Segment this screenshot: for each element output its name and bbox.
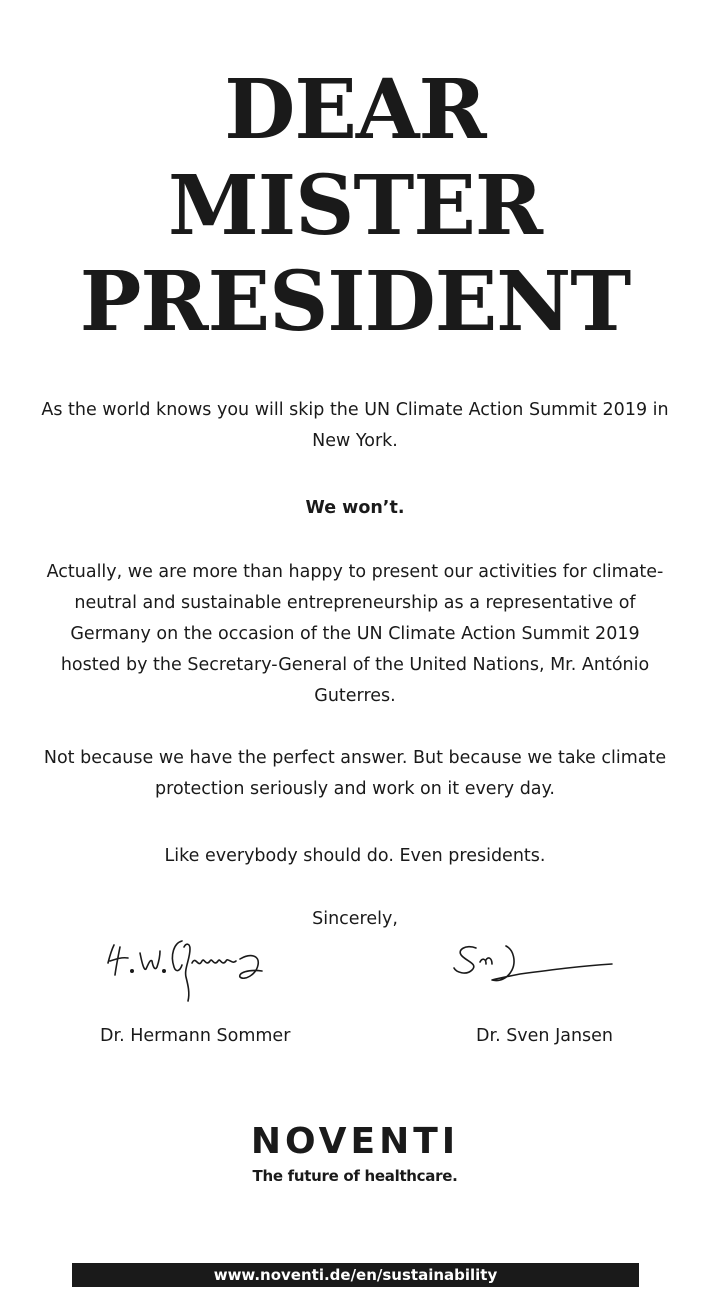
noventi-logo: NOVENTI — [250, 1121, 460, 1162]
headline — [0, 62, 710, 350]
reason-paragraph: Not because we have the perfect answer. But because we take climate protection seriously and work on it every day. — [43, 748, 667, 799]
intro-paragraph: As the world knows you will skip the UN Climate Action Summit 2019 in New York. — [41, 400, 669, 451]
headline-line-3: PRESIDENT — [79, 254, 631, 350]
closing-text: Sincerely, — [312, 909, 398, 929]
signatory-right-name: Dr. Sven Jansen — [476, 1026, 614, 1046]
signature-left-icon — [100, 925, 270, 1007]
signature-right-icon — [450, 940, 620, 990]
signatory-left-name: Dr. Hermann Sommer — [100, 1026, 291, 1046]
we-wont-statement: We won’t. — [305, 498, 405, 518]
brand-tagline: The future of healthcare. — [252, 1167, 458, 1185]
activities-paragraph: Actually, we are more than happy to present our activities for climate-neutral and sustainable entrepreneurship as a representative of Germany on the occasion of the UN Climate Action Summit 2019 hosted by the Secretary-General of the United Nations, Mr. António Guterres. — [46, 562, 664, 706]
website-url-bar[interactable]: www.noventi.de/en/sustainability — [72, 1263, 639, 1287]
headline-line-2: MISTER — [167, 158, 542, 254]
presidents-paragraph: Like everybody should do. Even presidents. — [164, 846, 546, 866]
headline-line-1: DEAR — [224, 62, 486, 158]
